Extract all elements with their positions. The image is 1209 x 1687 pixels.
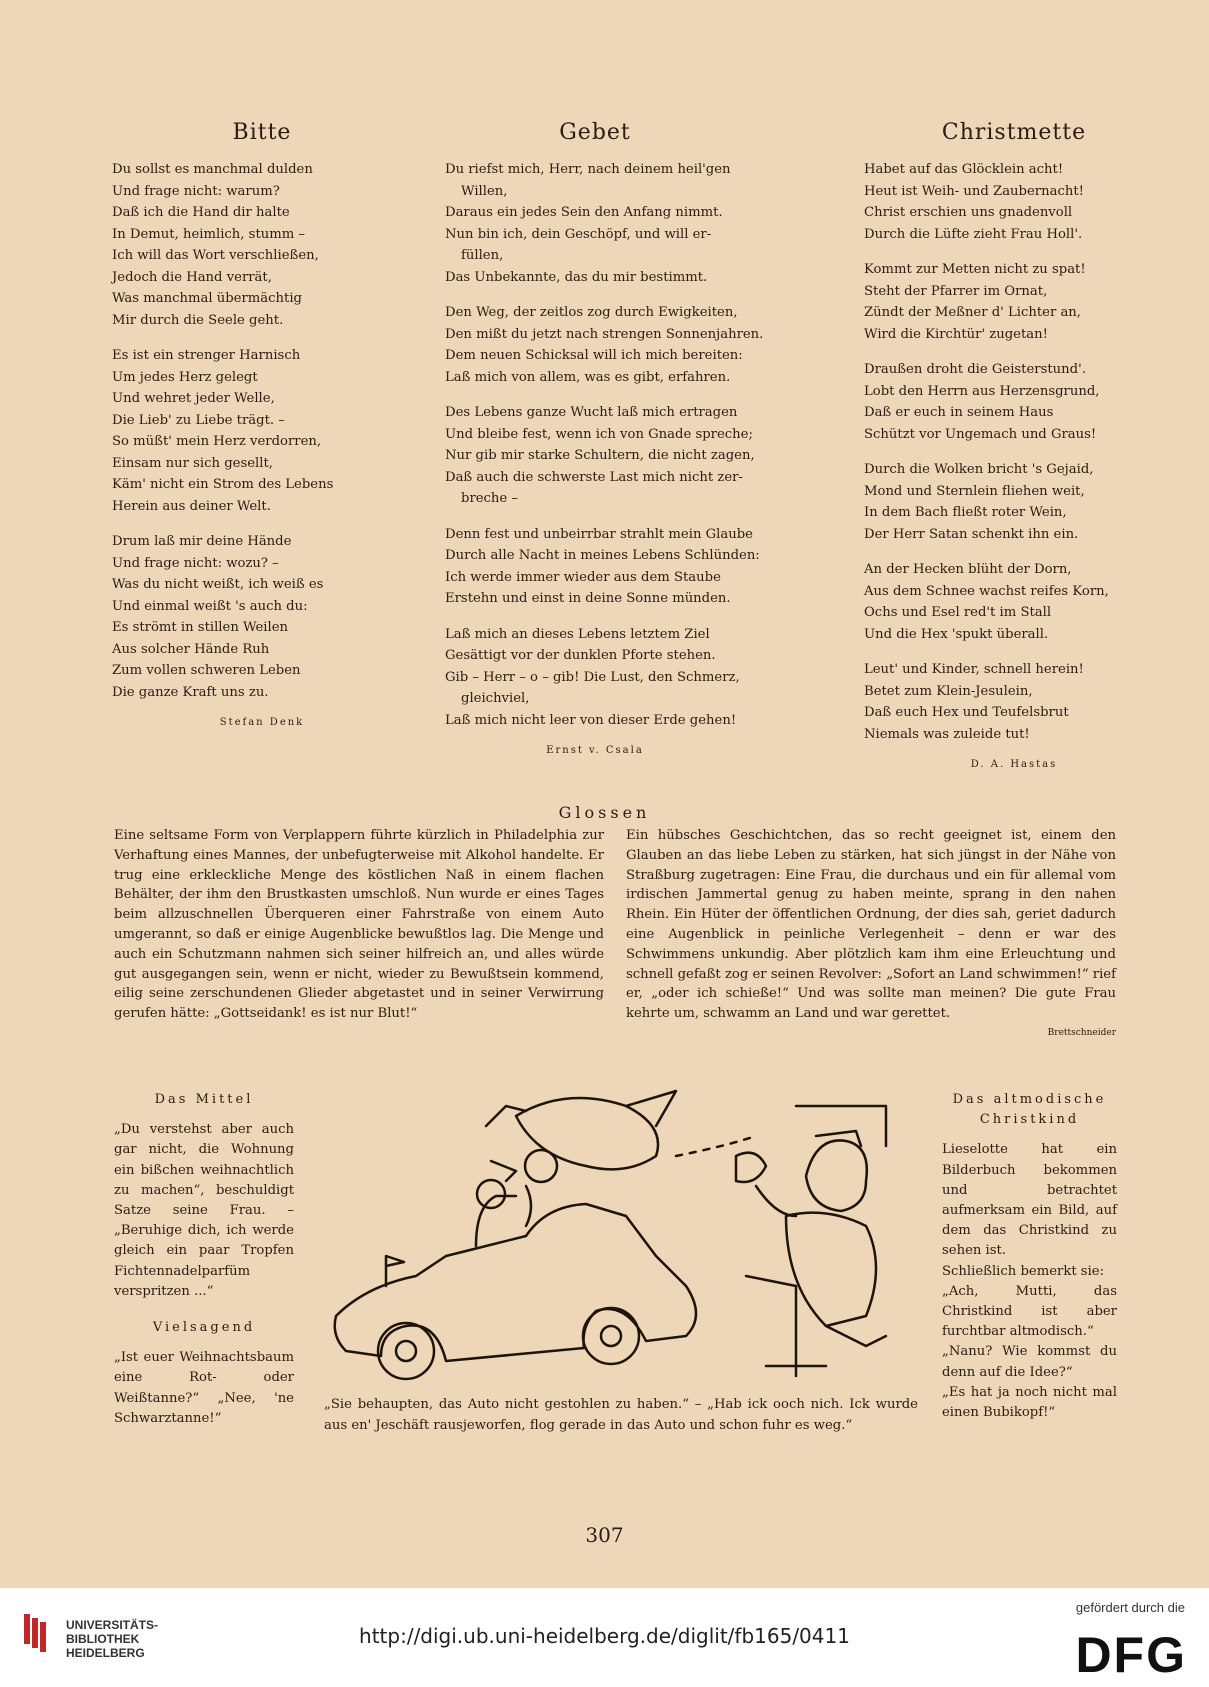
poem-line: Der Herr Satan schenkt ihn ein. bbox=[864, 526, 1079, 542]
poem-line: Das Unbekannte, das du mir bestimmt. bbox=[445, 269, 708, 285]
poem-line: Ich werde immer wieder aus dem Staube bbox=[445, 569, 721, 585]
poem-line: Daraus ein jedes Sein den Anfang nimmt. bbox=[445, 205, 723, 220]
poem-line: Daß auch die schwerste Last mich nicht zer- bbox=[445, 469, 743, 485]
sidebar-right-title-2: Christkind bbox=[979, 1112, 1080, 1128]
poem-line: Den Weg, der zeitlos zog durch Ewigkeiten, bbox=[445, 305, 738, 320]
poem-line: An der Hecken blüht der Dorn, bbox=[864, 562, 1072, 577]
poem-title: Gebet bbox=[559, 120, 631, 145]
poem-line: Daß er euch in seinem Haus bbox=[864, 405, 1054, 420]
poem-author: D. A. Hastas bbox=[970, 759, 1058, 770]
poem-line: Nun bin ich, dein Geschöpf, und will er- bbox=[445, 226, 712, 242]
sidebar-left bbox=[114, 1090, 294, 1429]
sidebar-left-title-2: Vielsagend bbox=[152, 1320, 256, 1336]
poem-line: Kommt zur Metten nicht zu spat! bbox=[864, 262, 1086, 277]
poem-line: Jedoch die Hand verrät, bbox=[112, 269, 272, 285]
poem-line: Und einmal weißt 's auch du: bbox=[112, 598, 308, 614]
poem-line: Mir durch die Seele geht. bbox=[112, 312, 284, 328]
poem-title: Bitte bbox=[232, 120, 292, 145]
poem-line: Draußen droht die Geisterstund'. bbox=[864, 362, 1086, 377]
poem-line: Und die Hex 'spukt überall. bbox=[864, 626, 1049, 642]
poem-stanza bbox=[864, 259, 1164, 345]
poem-stanzas bbox=[112, 159, 412, 703]
poem-line: Was manchmal übermächtig bbox=[112, 291, 302, 306]
funded-by-label: gefördert durch die bbox=[1075, 1600, 1185, 1615]
poem-bitte bbox=[112, 120, 412, 728]
dfg-logo[interactable]: DFG bbox=[1075, 1627, 1187, 1683]
poem-line: Aus dem Schnee wachst reifes Korn, bbox=[864, 583, 1109, 599]
poem-line: Betet zum Klein-Jesulein, bbox=[864, 683, 1033, 699]
poem-line: Du riefst mich, Herr, nach deinem heil'gen bbox=[445, 162, 731, 177]
car-cartoon-illustration bbox=[326, 1086, 916, 1386]
sidebar-right-p3: „Ach, Mutti, das Christkind ist aber furchtbar altmodisch.“ bbox=[942, 1283, 1117, 1340]
poem-line: Leut' und Kinder, schnell herein! bbox=[864, 662, 1084, 677]
glossen-signature: Brettschneider bbox=[1047, 1027, 1116, 1038]
sidebar-left-text-2: „Ist euer Weihnachtsbaum eine Rot- oder Weißtanne?“ „Nee, 'ne Schwarztanne!“ bbox=[114, 1350, 294, 1426]
poem-line: Die Lieb' zu Liebe trägt. – bbox=[112, 412, 285, 428]
sidebar-left-title-1: Das Mittel bbox=[154, 1092, 254, 1107]
poem-line: Erstehn und einst in deine Sonne münden. bbox=[445, 591, 731, 606]
poem-line: Laß mich an dieses Lebens letztem Ziel bbox=[445, 626, 710, 642]
poem-stanza bbox=[445, 524, 760, 610]
sidebar-right-p4: „Nanu? Wie kommst du denn auf die Idee?“ bbox=[942, 1344, 1117, 1380]
footer-bar bbox=[0, 1588, 1209, 1687]
poem-line: Habet auf das Glöcklein acht! bbox=[864, 162, 1064, 177]
poem-line: Es strömt in stillen Weilen bbox=[112, 620, 289, 635]
poem-stanzas bbox=[445, 159, 764, 731]
poem-stanza bbox=[864, 459, 1164, 545]
poem-line: Gesättigt vor der dunklen Pforte stehen. bbox=[445, 648, 716, 663]
poem-line: Zündt der Meßner d' Lichter an, bbox=[864, 305, 1081, 320]
poem-line: Gib – Herr – o – gib! Die Lust, den Schmerz, bbox=[445, 669, 740, 685]
library-name-line-2: BIBLIOTHEK bbox=[66, 1632, 140, 1646]
source-url-link[interactable]: http://digi.ub.uni-heidelberg.de/diglit/fb165/0411 bbox=[359, 1624, 850, 1648]
poem-stanza bbox=[112, 345, 412, 517]
poem-line: Laß mich von allem, was es gibt, erfahren. bbox=[445, 369, 731, 385]
poem-line: Zum vollen schweren Leben bbox=[112, 663, 301, 678]
library-name-line-1: UNIVERSITÄTS- bbox=[66, 1618, 159, 1632]
poem-line: Es ist ein strenger Harnisch bbox=[112, 348, 301, 363]
poem-line: Steht der Pfarrer im Ornat, bbox=[864, 283, 1048, 299]
poem-line: In Demut, heimlich, stumm – bbox=[112, 226, 306, 242]
poem-line: gleichviel, bbox=[461, 691, 530, 706]
poem-line: Durch die Wolken bricht 's Gejaid, bbox=[864, 462, 1094, 477]
poem-line: In dem Bach fließt roter Wein, bbox=[864, 505, 1067, 520]
poem-line: Laß mich nicht leer von dieser Erde gehen! bbox=[445, 712, 737, 728]
library-name-line-3: HEIDELBERG bbox=[66, 1646, 145, 1660]
poem-line: Käm' nicht ein Strom des Lebens bbox=[112, 477, 334, 492]
poem-stanza bbox=[864, 559, 1164, 645]
poem-line: Dem neuen Schicksal will ich mich bereiten: bbox=[445, 348, 743, 363]
poem-gebet bbox=[445, 120, 764, 756]
poem-stanza bbox=[864, 659, 1164, 745]
glossen-title: Glossen bbox=[558, 803, 651, 822]
poem-line: Und wehret jeder Welle, bbox=[112, 391, 275, 406]
glossen-left-body: Eine seltsame Form von Verplappern führte kürzlich in Philadelphia zur Verhaftung eines Mannes, der unbefugterweise mit Alkohol handelte. Er trug eine erkleckliche Menge des köstlichen Naß in einem flachen Behälter, der ihm den Brustkasten umschloß. Nun wurde er eines Tages beim allzuschnellen Überqueren einer Fahrstraße von einem Auto umgerannt, so daß er einige Augenblicke bewußtlos lag. Die Menge und auch ein Schutzmann nahmen sich seiner hilfreich an, und alles würde gut ausgegangen sein, wenn er nicht, wieder zu Bewußtsein kommend, eilig seine zerschundenen Glieder abgetastet und in seiner Verwirrung gerufen hätte: „Gottseidank! es ist nur Blut!“ bbox=[114, 828, 604, 1022]
poem-christmette bbox=[864, 120, 1164, 770]
glossen-left-text bbox=[114, 826, 604, 1024]
page-number: 307 bbox=[585, 1523, 624, 1547]
poem-line: Den mißt du jetzt nach strengen Sonnenjahren. bbox=[445, 326, 764, 342]
poem-line: Niemals was zuleide tut! bbox=[864, 726, 1030, 742]
poem-line: Was du nicht weißt, ich weiß es bbox=[112, 577, 324, 592]
poem-line: Denn fest und unbeirrbar strahlt mein Glaube bbox=[445, 526, 753, 542]
poem-line: füllen, bbox=[461, 248, 504, 263]
sidebar-right-title bbox=[942, 1090, 1117, 1130]
poem-title: Christmette bbox=[941, 120, 1087, 145]
poem-stanza bbox=[112, 531, 412, 703]
poem-line: breche – bbox=[461, 491, 519, 506]
sidebar-right bbox=[942, 1090, 1117, 1423]
poem-line: Daß euch Hex und Teufelsbrut bbox=[864, 705, 1069, 720]
poem-line: Schützt vor Ungemach und Graus! bbox=[864, 426, 1097, 442]
poem-line: Drum laß mir deine Hände bbox=[112, 534, 292, 549]
poem-line: Du sollst es manchmal dulden bbox=[112, 162, 313, 177]
poem-line: Und bleibe fest, wenn ich von Gnade spreche; bbox=[445, 426, 753, 442]
sidebar-right-p1: Lieselotte hat ein Bilderbuch bekommen und betrachtet aufmerksam ein Bild, auf dem das Christkind zu sehen ist. bbox=[942, 1142, 1117, 1259]
poem-line: Christ erschien uns gnadenvoll bbox=[864, 205, 1073, 220]
sidebar-right-p5: „Es hat ja noch nicht mal einen Bubikopf!“ bbox=[942, 1384, 1117, 1421]
poem-stanza bbox=[112, 159, 412, 331]
poem-line: Ochs und Esel red't im Stall bbox=[864, 605, 1052, 620]
poem-author: Stefan Denk bbox=[219, 717, 305, 728]
poem-line: Um jedes Herz gelegt bbox=[112, 369, 258, 385]
poem-line: Durch die Lüfte zieht Frau Holl'. bbox=[864, 226, 1083, 242]
poem-line: Und frage nicht: wozu? – bbox=[112, 555, 279, 571]
poem-line: So müßt' mein Herz verdorren, bbox=[112, 434, 322, 449]
poem-line: Mond und Sternlein fliehen weit, bbox=[864, 483, 1085, 499]
poem-stanza bbox=[864, 159, 1164, 245]
poem-line: Heut ist Weih- und Zaubernacht! bbox=[864, 183, 1084, 199]
poem-stanza bbox=[445, 159, 745, 288]
poem-line: Willen, bbox=[461, 183, 508, 199]
sidebar-right-p2: Schließlich bemerkt sie: bbox=[942, 1263, 1105, 1279]
poem-line: Nur gib mir starke Schultern, die nicht zagen, bbox=[445, 448, 755, 463]
poem-line: Des Lebens ganze Wucht laß mich ertragen bbox=[445, 405, 738, 420]
poem-stanza bbox=[445, 302, 764, 388]
poem-line: Wird die Kirchtür' zugetan! bbox=[864, 326, 1048, 342]
sidebar-left-text-1: „Du verstehst aber auch gar nicht, die Wohnung ein bißchen weihnachtlich zu machen“, beschuldigt Satze seine Frau. – „Beruhige dich, ich werde gleich ein paar Tropfen Fichtennadelparfüm verspritzen ...“ bbox=[114, 1122, 294, 1299]
glossen-right-text bbox=[626, 826, 1116, 1044]
poem-line: Durch alle Nacht in meines Lebens Schlünden: bbox=[445, 548, 760, 563]
poem-line: Herein aus deiner Welt. bbox=[112, 498, 271, 514]
poem-stanza bbox=[445, 402, 755, 510]
poem-author: Ernst v. Csala bbox=[546, 745, 644, 756]
poem-line: Einsam nur sich gesellt, bbox=[112, 455, 273, 471]
poem-stanzas bbox=[864, 159, 1164, 745]
sidebar-right-title-1: Das altmodische bbox=[952, 1092, 1107, 1107]
poem-stanza bbox=[445, 624, 745, 732]
poem-line: Und frage nicht: warum? bbox=[112, 183, 280, 199]
glossen-right-body: Ein hübsches Geschichtchen, das so recht geeignet ist, einem den Glauben an das liebe Leben zu stärken, hat sich jüngst in der Nähe von Straßburg zugetragen: Eine Frau, die durchaus und ein für allemal vom irdischen Jammertal genug zu haben meinte, sprang in den nahen Rhein. Ein Hüter der öffentlichen Ordnung, der dies sah, geriet dadurch eine Augenblick in peinliche Verlegenheit – denn er war des Schwimmens unkundig. Aber plötzlich kam ihm eine Erleuchtung und schnell gefaßt zog er seinen Revolver: „Sofort an Land schwimmen!“ rief er, „oder ich schieße!“ Und was sollte man meinen? Die gute Frau kehrte um, schwamm an Land und war gerettet. bbox=[626, 828, 1116, 1022]
poem-stanza bbox=[864, 359, 1164, 445]
poem-line: Die ganze Kraft uns zu. bbox=[112, 684, 269, 700]
cartoon-caption: „Sie behaupten, das Auto nicht gestohlen zu haben.“ – „Hab ick ooch nich. Ick wurde aus en' Jeschäft rausjeworfen, flog gerade in das Auto und schon fuhr es weg.“ bbox=[324, 1397, 918, 1433]
poem-line: Daß ich die Hand dir halte bbox=[112, 205, 290, 220]
poem-line: Aus solcher Hände Ruh bbox=[112, 641, 270, 657]
poem-line: Ich will das Wort verschließen, bbox=[112, 248, 319, 263]
poem-line: Lobt den Herrn aus Herzensgrund, bbox=[864, 383, 1100, 399]
